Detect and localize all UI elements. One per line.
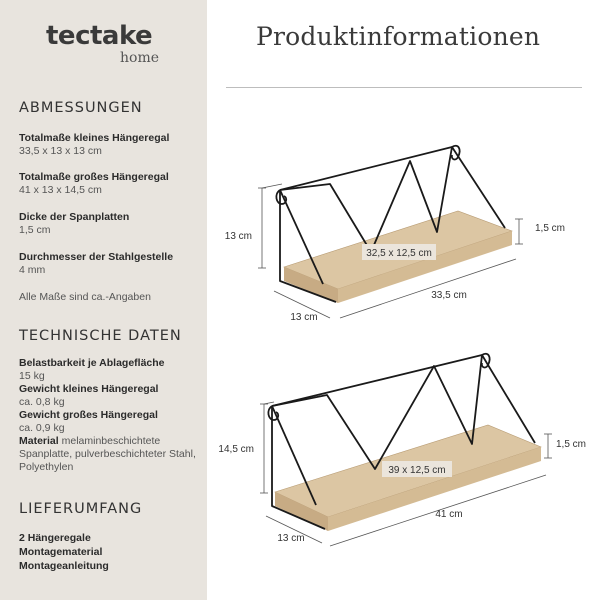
brand-sub: home [120, 50, 160, 66]
small-depth-dimension: 13 cm [290, 312, 318, 323]
brand-logo [46, 21, 176, 66]
large-width-dimension: 41 cm [435, 509, 463, 520]
spec-label: Gewicht kleines Hängeregal [19, 383, 159, 395]
spec-label: Totalmaße kleines Hängeregal [19, 132, 170, 144]
large-depth-dimension: 13 cm [277, 533, 305, 544]
page-title: Produktinformationen [256, 22, 541, 51]
title-divider [226, 87, 582, 88]
spec-large-total [19, 171, 204, 197]
spec-small-total [19, 132, 204, 158]
spec-value: 4 mm [19, 264, 46, 276]
technical-specs [19, 357, 204, 474]
scope-item: Montageanleitung [19, 560, 109, 572]
scope-heading: LIEFERUMFANG [19, 501, 143, 517]
dimensions-note: Alle Maße sind ca.-Angaben [19, 291, 151, 303]
spec-label: Durchmesser der Stahlgestelle [19, 251, 174, 263]
spec-value: 1,5 cm [19, 224, 51, 236]
technical-heading: TECHNISCHE DATEN [19, 328, 182, 344]
material-value: melaminbeschichtete Spanplatte, pulverbeschichteter Stahl, Polyethylen [19, 435, 196, 473]
scope-list [19, 531, 109, 573]
spec-board-thickness [19, 211, 204, 237]
small-thickness-dimension: 1,5 cm [535, 223, 566, 234]
brand-name: tectake [46, 21, 153, 51]
large-shelf [218, 354, 586, 546]
spec-value: 33,5 x 13 x 13 cm [19, 145, 102, 157]
spec-material [19, 435, 196, 473]
spec-value: ca. 0,8 kg [19, 396, 65, 408]
spec-label: Belastbarkeit je Ablagefläche [19, 357, 165, 369]
large-height-dimension: 14,5 cm [218, 444, 254, 455]
small-height-dimension: 13 cm [224, 231, 252, 242]
small-surface-dimension: 32,5 x 12,5 cm [366, 248, 432, 259]
shelf-diagram [207, 90, 600, 600]
dimensions-heading: ABMESSUNGEN [19, 100, 143, 116]
spec-label: Totalmaße großes Hängeregal [19, 171, 169, 183]
spec-label: Dicke der Spanplatten [19, 211, 130, 223]
small-shelf [225, 146, 565, 323]
scope-item: Montagematerial [19, 546, 103, 558]
large-surface-dimension: 39 x 12,5 cm [388, 465, 446, 476]
spec-value: ca. 0,9 kg [19, 422, 65, 434]
spec-value: 41 x 13 x 14,5 cm [19, 184, 102, 196]
spec-frame-diameter [19, 251, 204, 277]
material-label: Material [19, 435, 59, 447]
spec-value: 15 kg [19, 370, 45, 382]
scope-item: 2 Hängeregale [19, 532, 91, 544]
small-width-dimension: 33,5 cm [431, 290, 467, 301]
sidebar [0, 0, 207, 600]
spec-label: Gewicht großes Hängeregal [19, 409, 158, 421]
large-thickness-dimension: 1,5 cm [556, 439, 587, 450]
